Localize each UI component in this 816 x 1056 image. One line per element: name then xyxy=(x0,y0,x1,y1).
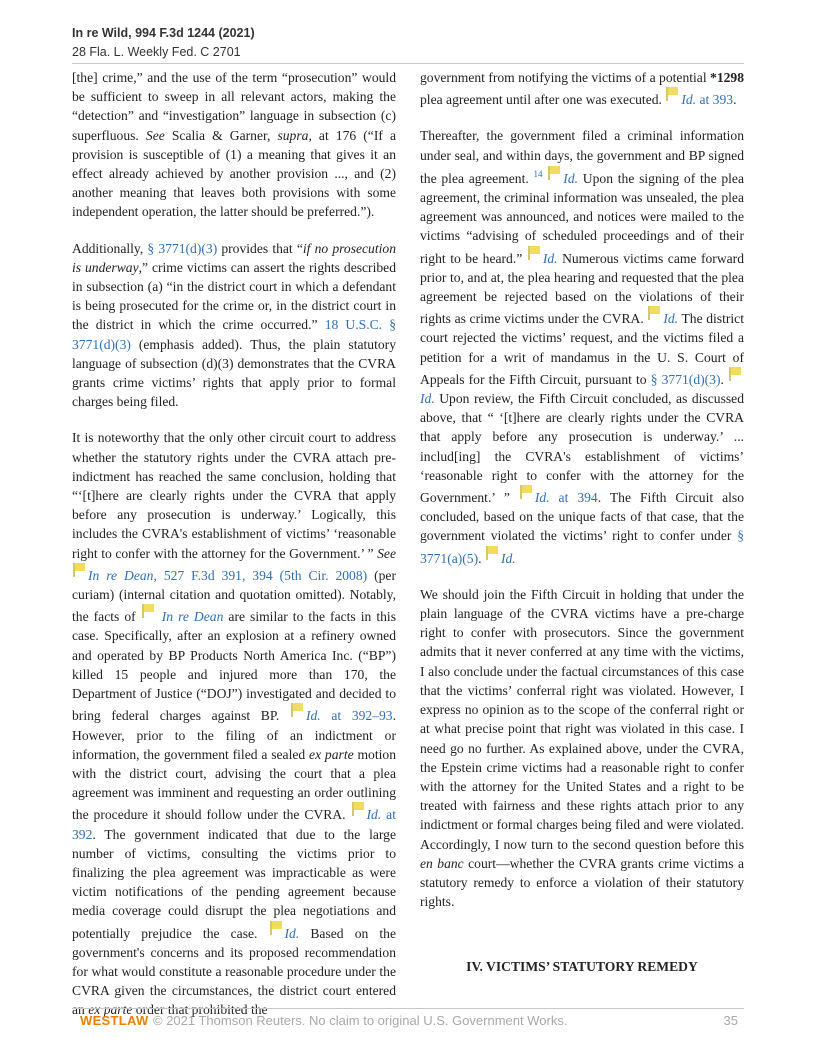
paragraph: Additionally, § 3771(d)(3) provides that “if no prosecution is underway,” crime victims can assert the rights described in subsection (a) “in the district court in which a defendant is being prosecuted for the crime or, in the district court in the district in which the crime occurred.” 18 U.S.C. § 3771(d)(3) (emphasis added). Thus, the plain statutory language of subsection (d)(3) demonstrates that the CVRA grants crime victims’ rights that apply prior to formal charges being filed. xyxy=(72,240,397,410)
citation-link[interactable]: In re Dean xyxy=(161,609,224,625)
westlaw-logo: WESTLAW xyxy=(80,1013,149,1028)
citation-link[interactable]: In re Dean xyxy=(88,567,154,583)
keycite-flag-icon[interactable] xyxy=(351,802,365,816)
paragraph: We should join the Fifth Circuit in holding that under the plain language of the CVRA victims have a pre-charge right to confer with prosecutors. Since the government admits that it never conferred at any time with the victims, I also conclude under the factual circumstances of this case that the victims’ conferral right was violated. However, I express no opinion as to the scope of the conferral right or at what precise point that right was violated in this case. I need go no further. As explained above, under the CVRA, the Epstein crime victims had a reasonable right to confer with the attorney for the United States and a right to be treated with fairness and these rights attach prior to any indictment or formal charges being filed and were violated. Accordingly, I now turn to the second question before this en banc court—whether the CVRA grants crime victims a statutory remedy to enforce a violation of their statutory rights. xyxy=(420,586,744,910)
footnote-marker[interactable]: 14 xyxy=(533,168,543,179)
keycite-flag-icon[interactable] xyxy=(647,306,661,320)
section-heading: IV. VICTIMS’ STATUTORY REMEDY xyxy=(466,959,698,975)
star-page: *1298 xyxy=(710,70,744,85)
citation-link[interactable]: Id. xyxy=(305,708,321,724)
keycite-flag-icon[interactable] xyxy=(665,87,679,101)
keycite-flag-icon[interactable] xyxy=(141,604,155,618)
citation-link[interactable]: Id. xyxy=(663,311,679,327)
keycite-flag-icon[interactable] xyxy=(728,367,742,381)
citation-link[interactable]: § 3771(a)(5) xyxy=(420,528,744,566)
header-divider xyxy=(72,63,744,64)
citation-link[interactable]: Id. xyxy=(420,391,435,407)
signal-see: See xyxy=(145,127,165,143)
keycite-flag-icon[interactable] xyxy=(72,563,86,577)
citation-link[interactable]: at 392–93 xyxy=(320,708,393,724)
citation-link[interactable]: Id. xyxy=(500,550,516,566)
reporter-citation: 28 Fla. L. Weekly Fed. C 2701 xyxy=(72,45,241,59)
keycite-flag-icon[interactable] xyxy=(290,703,304,717)
citation-link[interactable]: 18 U.S.C. § 3771(d)(3) xyxy=(72,317,397,352)
citation-link[interactable]: at 392 xyxy=(72,807,396,842)
paragraph: Thereafter, the government filed a criminal information under seal, and within days, the government and BP signed the plea agreement. $^{14}$ Id. Upon the signing of the plea agreement, the criminal information was unsealed, the plea agreement was announced, and notices were mailed to the victims “advising of scheduled proceedings and of their right to be heard.” Id. Numerous victims came forward prior to, and at, the plea hearing and requested that the plea agreement be rejected based on the violations of their rights as crime victims under the CVRA. Id. The district court rejected the victims’ request, and the victims filed a petition for a writ of mandamus in the U. S. Court of Appeals for the Fifth Circuit, pursuant to § 3771(d)(3). Id. Upon review, the Fifth Circuit concluded, as discussed above, that “ ‘[t]here are clearly rights under the CVRA that apply before any prosecution is underway.’ ... includ[ing] the CVRA's establishment of victims’ ‘reasonable right to confer with the attorney for the Government.’ ” Id. at 394. The Fifth Circuit also concluded, based on the unique facts of that case, that the government violated the victims’ right to confer under § 3771(a)(5). Id. xyxy=(420,128,745,566)
citation-link[interactable]: Id. xyxy=(563,170,579,186)
citation-link[interactable]: at 394 xyxy=(549,490,598,506)
paragraph: It is noteworthy that the only other circuit court to address whether the statutory rights under the CVRA attach pre-indictment has reached the same conclusion, holding that “‘[t]here are clearly rights under the CVRA that apply before any prosecution is underway.’ Logically, this includes the CVRA's establishment of victims’ ‘reasonable right to confer with the attorney for the Government.’ ” See In re Dean, 527 F.3d 391, 394 (5th Cir. 2008) (per curiam) (internal citation and quotation omitted). Notably, the facts of In re Dean are similar to the facts in this case. Specifically, after an explosion at a refinery owned and operated by BP Products North America Inc. (“BP”) killed 15 people and injured more than 170, the Department of Justice (“DOJ”) investigated and decided to bring federal charges against BP. Id. at 392–93. However, prior to the filing of an indictment or information, the government filed a sealed ex parte motion with the district court, advising the court that a plea agreement was imminent and requesting an order outlining the procedure it should follow under the CVRA. Id. at 392. The government indicated that due to the large number of victims, consulting the victims prior to finalizing the plea agreement was impracticable as were victim notifications of the pending agreement because media coverage could disrupt the plea negotiations and potentially prejudice the case. Id. Based on the government's concerns and its proposed recommendation for what would constitute a reasonable procedure under the CVRA given the circumstances, the district court entered an ex parte order that prohibited the xyxy=(72,430,397,1018)
paragraph: [the] crime,” and the use of the term “prosecution” would be sufficient to sweep in all relevant actors, making the “detection” and “investigation” language in subsection (c) superfluous. See Scalia & Garner, supra, at 176 (“If a provision is susceptible of (1) a meaning that gives it an effect already achieved by another provision ..., and (2) another meaning that leaves both provisions with some independent operation, the latter should be preferred.”). xyxy=(72,70,396,220)
citation-link[interactable]: Id. xyxy=(366,807,382,823)
citation-link[interactable]: § 3771(d)(3) xyxy=(147,240,218,256)
citation-link[interactable]: Id. xyxy=(534,490,550,506)
keycite-flag-icon[interactable] xyxy=(527,246,541,260)
paragraph: government from notifying the victims of a potential *1298 plea agreement until after one was executed. Id. at 393. xyxy=(420,70,744,108)
keycite-flag-icon[interactable] xyxy=(547,166,561,180)
case-title: In re Wild, 994 F.3d 1244 (2021) xyxy=(72,26,255,40)
citation-link[interactable]: , 527 F.3d 391, 394 (5th Cir. 2008) xyxy=(153,567,368,583)
keycite-flag-icon[interactable] xyxy=(269,921,283,935)
footer-divider xyxy=(72,1008,744,1009)
citation-link[interactable]: Id. xyxy=(542,250,558,266)
left-column xyxy=(72,68,396,1037)
copyright-notice: © 2021 Thomson Reuters. No claim to original U.S. Government Works. xyxy=(153,1013,568,1028)
citation-link[interactable]: Id. xyxy=(284,925,300,941)
right-column xyxy=(420,68,744,977)
keycite-flag-icon[interactable] xyxy=(519,485,533,499)
citation-link[interactable]: at 393 xyxy=(696,92,734,108)
page-number: 35 xyxy=(723,1013,738,1028)
citation-link[interactable]: Id. xyxy=(681,92,697,108)
citation-link[interactable]: § 3771(d)(3) xyxy=(650,371,721,387)
keycite-flag-icon[interactable] xyxy=(485,546,499,560)
